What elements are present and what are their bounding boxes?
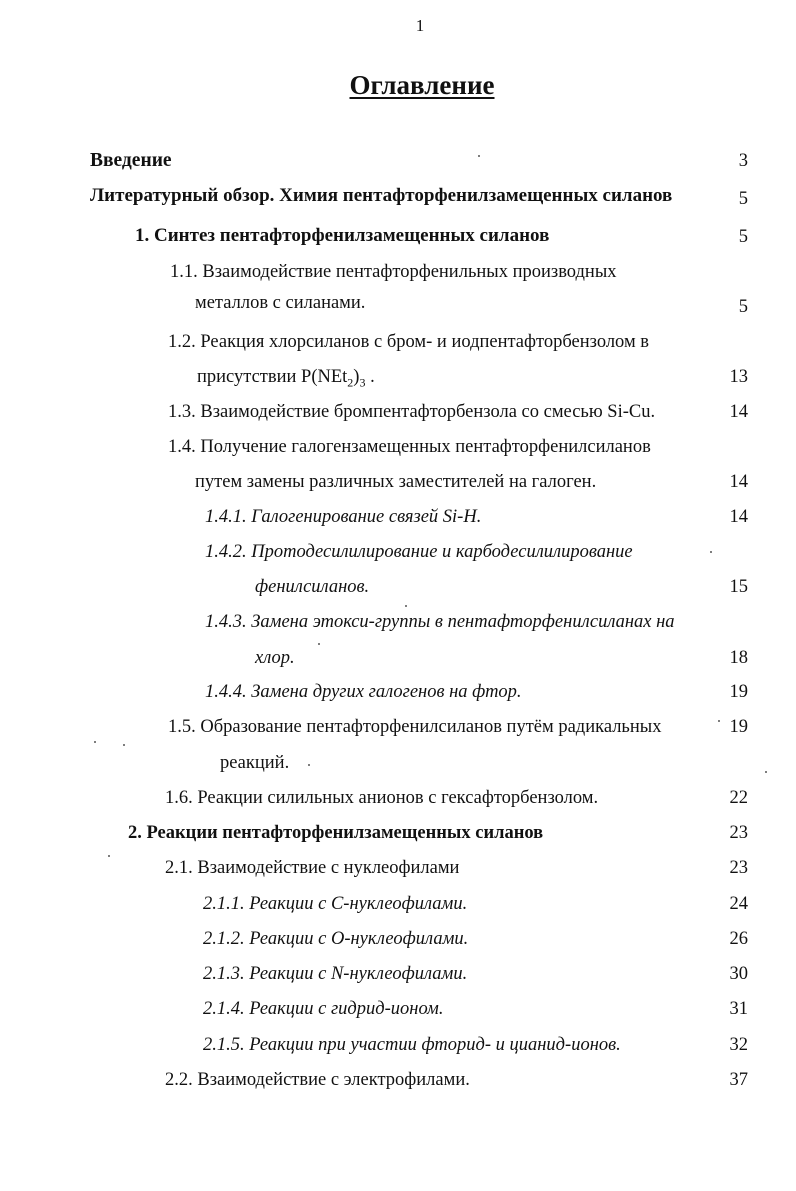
scan-speck <box>318 643 320 645</box>
toc-page-1-5: 19 <box>729 717 748 737</box>
toc-page-2-1-2: 26 <box>729 929 748 949</box>
scan-speck <box>405 605 407 607</box>
toc-page-1-6: 22 <box>729 788 748 808</box>
toc-entry-1-1-cont: металлов с силанами. <box>195 293 366 313</box>
toc-page-1-4-4: 19 <box>729 682 748 702</box>
toc-entry-2-1-4: 2.1.4. Реакции с гидрид-ионом. <box>203 999 444 1019</box>
scan-speck <box>108 855 110 857</box>
toc-entry-1-4-4: 1.4.4. Замена других галогенов на фтор. <box>205 682 522 702</box>
formula-sub-1: 2 <box>347 375 354 390</box>
scan-speck <box>123 744 125 746</box>
scan-speck <box>765 771 767 773</box>
toc-page-1: 5 <box>738 227 748 247</box>
toc-page-introduction: 3 <box>738 151 748 171</box>
toc-page-2-1: 23 <box>729 858 748 878</box>
toc-entry-1-4-2-cont: фенилсиланов. <box>255 577 370 597</box>
toc-page-literature-review: 5 <box>738 189 748 209</box>
toc-page-1-4-1: 14 <box>729 507 748 527</box>
toc-page-2-1-1: 24 <box>729 894 748 914</box>
toc-page-1-2: 13 <box>729 367 748 387</box>
toc-entry-2-1-5: 2.1.5. Реакции при участии фторид- и цианид-ионов. <box>203 1035 621 1055</box>
page-number: 1 <box>415 16 425 35</box>
toc-page-2-2: 37 <box>729 1070 748 1090</box>
toc-entry-literature-review: Литературный обзор. Химия пентафторфенилзамещенных силанов <box>90 185 673 206</box>
toc-page-2-1-3: 30 <box>729 964 748 984</box>
toc-entry-2-1: 2.1. Взаимодействие с нуклеофилами <box>165 858 460 878</box>
formula-mid: ) <box>353 367 360 387</box>
scan-speck <box>710 551 712 553</box>
toc-entry-2-1-1: 2.1.1. Реакции с С-нуклеофилами. <box>203 894 468 914</box>
formula-prefix: присутствии P(NEt <box>197 367 348 387</box>
toc-page-1-4-2: 15 <box>729 577 748 597</box>
toc-entry-1-5-cont: реакций. <box>220 753 290 773</box>
toc-entry-1-4: 1.4. Получение галогензамещенных пентафторфенилсиланов <box>168 437 651 457</box>
toc-entry-1-4-cont: путем замены различных заместителей на галоген. <box>195 472 597 492</box>
toc-entry-2: 2. Реакции пентафторфенилзамещенных силанов <box>128 823 544 843</box>
scan-speck <box>308 764 310 766</box>
toc-page-1-4: 14 <box>729 472 748 492</box>
toc-entry-1-5: 1.5. Образование пентафторфенилсиланов путём радикальных <box>168 717 662 737</box>
toc-entry-1-1: 1.1. Взаимодействие пентафторфенильных производных <box>170 262 617 282</box>
formula-sub-2: 3 <box>359 375 366 390</box>
toc-entry-1-6: 1.6. Реакции силильных анионов с гексафторбензолом. <box>165 788 599 808</box>
toc-page-1-1: 5 <box>738 297 748 317</box>
toc-page-2-1-5: 32 <box>729 1035 748 1055</box>
toc-entry-1-2-cont <box>197 366 375 394</box>
toc-entry-1-4-2: 1.4.2. Протодесилилирование и карбодесилилирование <box>205 542 633 562</box>
toc-entry-1-2: 1.2. Реакция хлорсиланов с бром- и иодпентафторбензолом в <box>168 332 650 352</box>
toc-entry-2-1-3: 2.1.3. Реакции с N-нуклеофилами. <box>203 964 468 984</box>
scan-speck <box>478 155 480 157</box>
page-title: Оглавление <box>349 70 495 100</box>
toc-entry-2-2: 2.2. Взаимодействие с электрофилами. <box>165 1070 470 1090</box>
toc-entry-1: 1. Синтез пентафторфенилзамещенных силанов <box>135 225 550 246</box>
toc-entry-2-1-2: 2.1.2. Реакции с О-нуклеофилами. <box>203 929 469 949</box>
toc-entry-introduction: Введение <box>90 150 172 171</box>
toc-page-1-3: 14 <box>729 402 748 422</box>
toc-entry-1-3: 1.3. Взаимодействие бромпентафторбензола со смесью Si-Cu. <box>168 402 656 422</box>
scan-speck <box>718 720 720 722</box>
formula-suffix: . <box>365 367 375 387</box>
toc-entry-1-4-3-cont: хлор. <box>255 648 295 668</box>
toc-page-1-4-3: 18 <box>729 648 748 668</box>
scan-speck <box>94 741 96 743</box>
toc-entry-1-4-1: 1.4.1. Галогенирование связей Si-H. <box>205 507 482 527</box>
toc-page-2: 23 <box>729 823 748 843</box>
toc-page-2-1-4: 31 <box>729 999 748 1019</box>
toc-entry-1-4-3: 1.4.3. Замена этокси-группы в пентафторфенилсиланах на <box>205 612 675 632</box>
